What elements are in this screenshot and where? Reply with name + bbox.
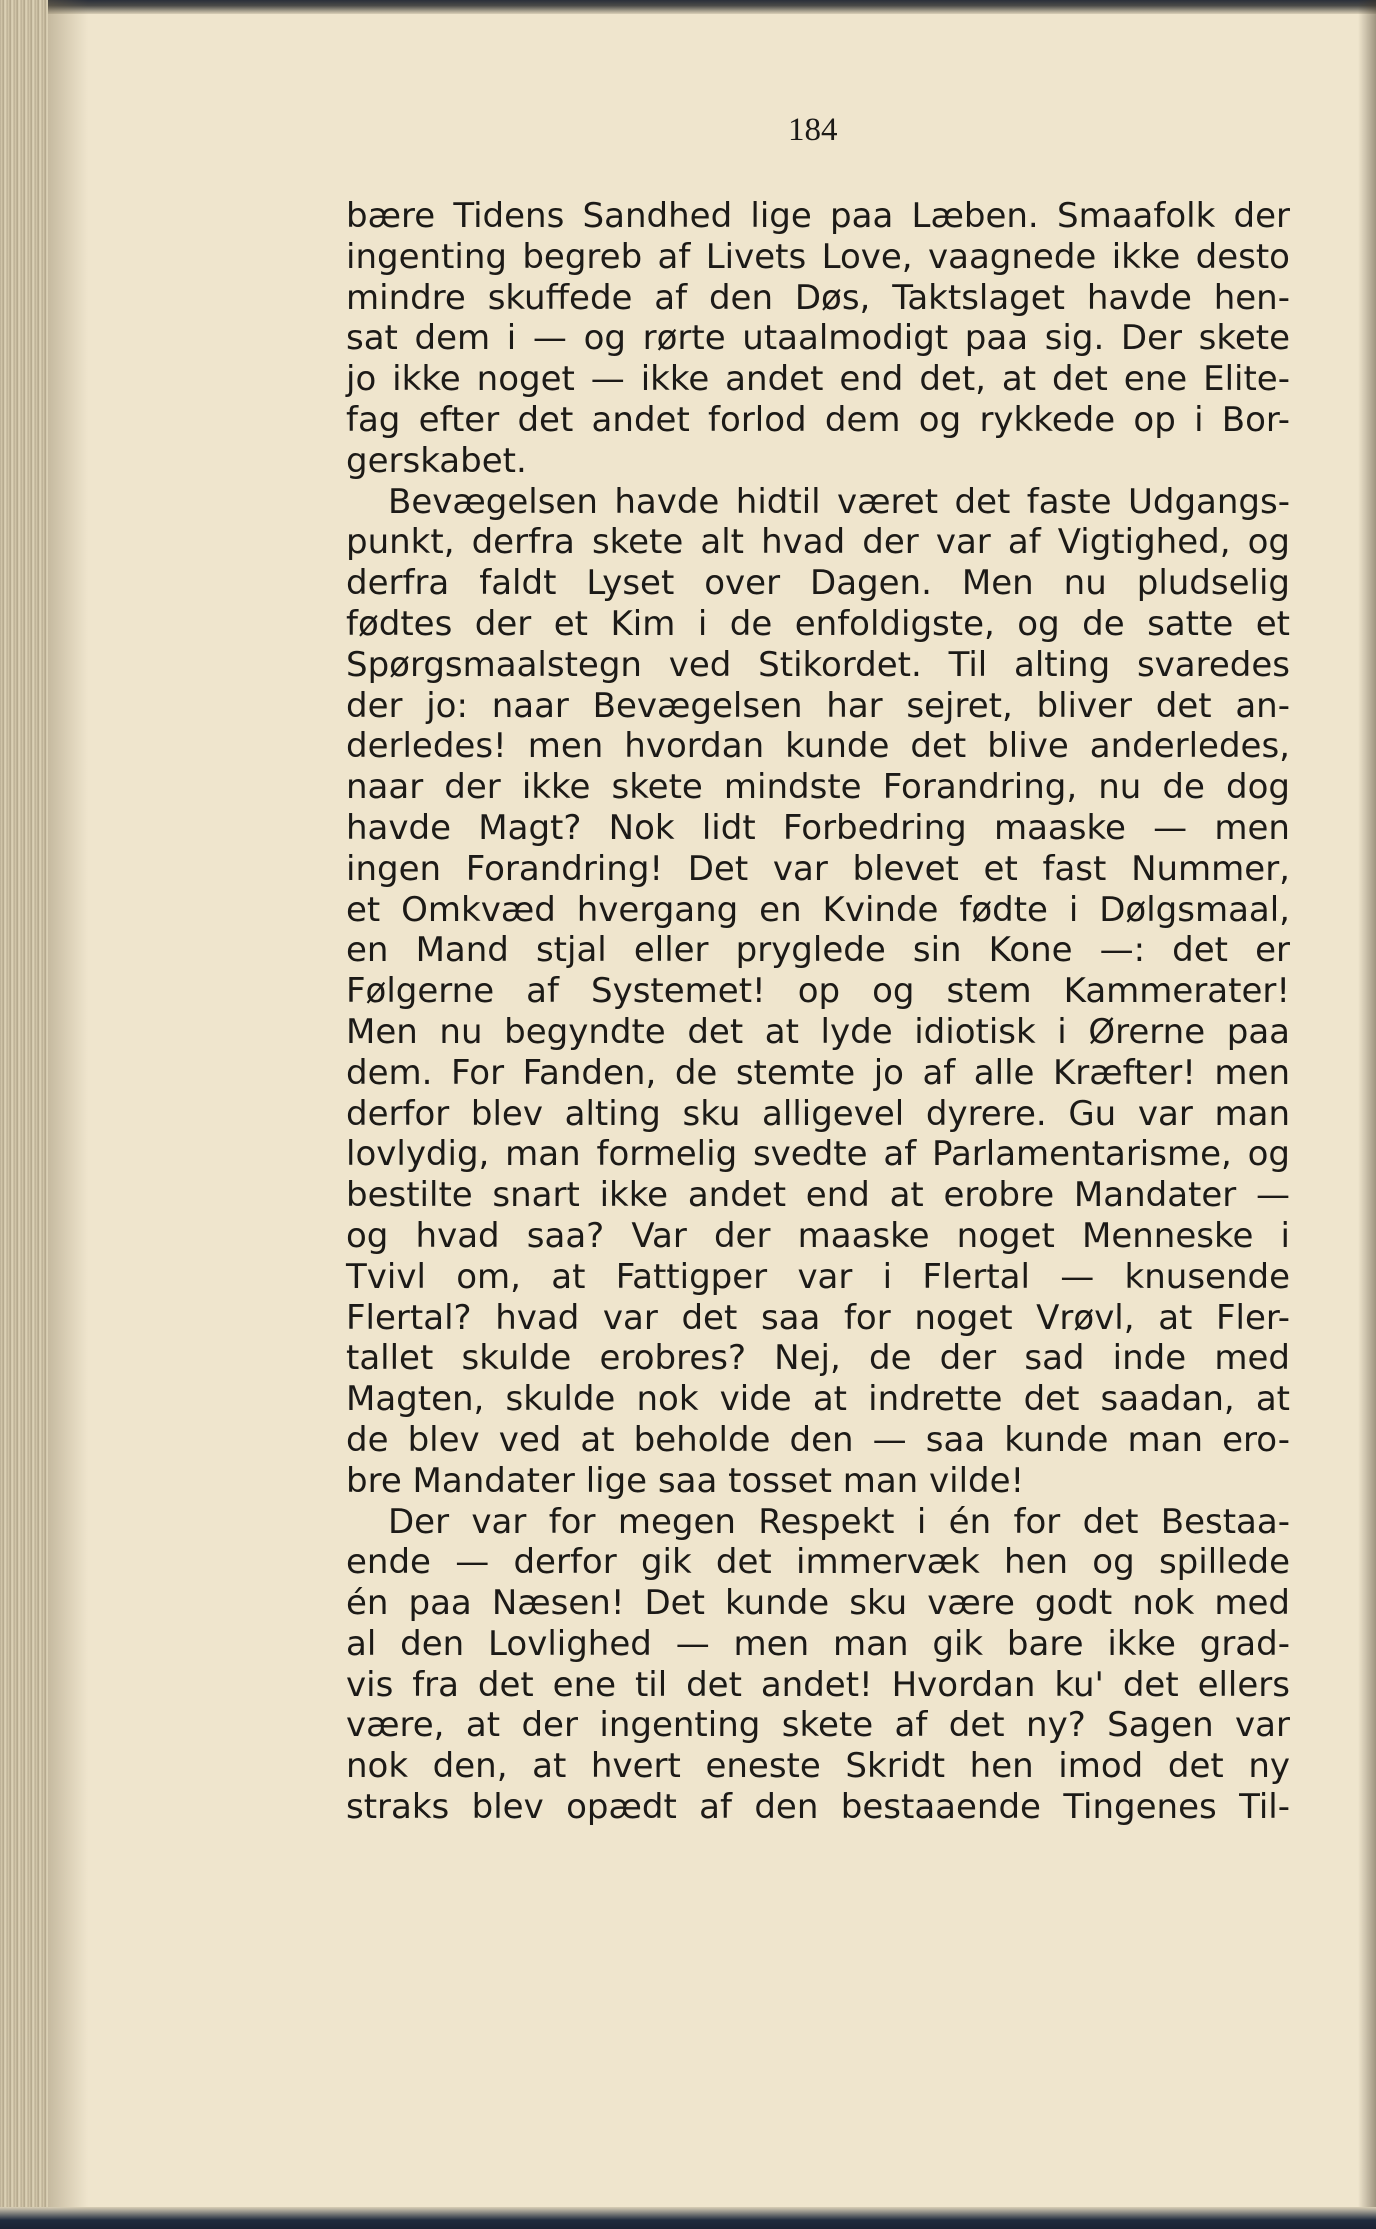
text-line: sat dem i — og rørte utaalmodigt paa sig. Der skete: [346, 318, 1290, 359]
text-line: Tvivl om, at Fattigper var i Flertal — knusende: [346, 1256, 1290, 1297]
text-line: bære Tidens Sandhed lige paa Læben. Smaafolk der: [346, 196, 1290, 236]
text-line: ingenting begreb af Livets Love, vaagnede ikke desto: [346, 236, 1290, 277]
text-line: Der var for megen Respekt i én for det Bestaa-: [388, 1501, 1290, 1542]
text-line: et Omkvæd hvergang en Kvinde fødte i Dølgsmaal,: [346, 889, 1290, 930]
text-line: punkt, derfra skete alt hvad der var af Vigtighed, og: [346, 522, 1290, 563]
page-bottom-edge: [0, 2207, 1376, 2229]
text-line: naar der ikke skete mindste Forandring, nu de dog: [346, 767, 1290, 808]
text-line: derfra faldt Lyset over Dagen. Men nu pludselig: [346, 563, 1290, 604]
text-line: Spørgsmaalstegn ved Stikordet. Til alting svaredes: [346, 644, 1290, 685]
page-gutter: [0, 0, 48, 2229]
text-line: havde Magt? Nok lidt Forbedring maaske — men: [346, 807, 1290, 848]
text-line: tallet skulde erobres? Nej, de der sad inde med: [346, 1338, 1290, 1379]
page-number: 184: [788, 112, 838, 148]
page-top-edge: [0, 0, 1376, 14]
text-line: straks blev opædt af den bestaaende Tingenes Til-: [346, 1787, 1290, 1828]
text-line: ende — derfor gik det immervæk hen og spillede: [346, 1542, 1290, 1583]
text-line: nok den, at hvert eneste Skridt hen imod det ny: [346, 1746, 1290, 1787]
text-line: Flertal? hvad var det saa for noget Vrøvl, at Fler-: [346, 1297, 1290, 1338]
gutter-shadow: [48, 0, 88, 2229]
text-line: lovlydig, man formelig svedte af Parlamentarisme, og: [346, 1134, 1290, 1175]
text-line: ingen Forandring! Det var blevet et fast Nummer,: [346, 848, 1290, 889]
text-line: Magten, skulde nok vide at indrette det saadan, at: [346, 1379, 1290, 1420]
text-line: fag efter det andet forlod dem og rykkede op i Bor-: [346, 399, 1290, 440]
text-line: gerskabet.: [346, 440, 527, 481]
text-line: Følgerne af Systemet! op og stem Kammerater!: [346, 971, 1290, 1012]
text-line: fødtes der et Kim i de enfoldigste, og de satte et: [346, 603, 1290, 644]
text-line: derfor blev alting sku alligevel dyrere. Gu var man: [346, 1093, 1290, 1134]
text-line: en Mand stjal eller pryglede sin Kone —: det er: [346, 930, 1290, 971]
text-line: bestilte snart ikke andet end at erobre Mandater —: [346, 1175, 1290, 1216]
text-line: de blev ved at beholde den — saa kunde man ero-: [346, 1419, 1290, 1460]
text-line: være, at der ingenting skete af det ny? Sagen var: [346, 1705, 1290, 1746]
text-line: derledes! men hvordan kunde det blive anderledes,: [346, 726, 1290, 767]
text-line: Bevægelsen havde hidtil været det faste Udgangs-: [388, 481, 1290, 522]
text-line: bre Mandater lige saa tosset man vilde!: [346, 1460, 1025, 1501]
text-line: én paa Næsen! Det kunde sku være godt nok med: [346, 1583, 1290, 1624]
text-line: mindre skuffede af den Døs, Taktslaget havde hen-: [346, 277, 1290, 318]
text-line: al den Lovlighed — men man gik bare ikke grad-: [346, 1623, 1290, 1664]
page-right-edge: [1358, 0, 1376, 2229]
text-line: jo ikke noget — ikke andet end det, at det ene Elite-: [346, 359, 1290, 400]
text-line: Men nu begyndte det at lyde idiotisk i Ørerne paa: [346, 1011, 1290, 1052]
text-line: vis fra det ene til det andet! Hvordan ku' det ellers: [346, 1664, 1290, 1705]
text-line: og hvad saa? Var der maaske noget Menneske i: [346, 1215, 1290, 1256]
text-line: dem. For Fanden, de stemte jo af alle Kræfter! men: [346, 1052, 1290, 1093]
text-line: der jo: naar Bevægelsen har sejret, bliver det an-: [346, 685, 1290, 726]
body-text: [346, 196, 1290, 1828]
